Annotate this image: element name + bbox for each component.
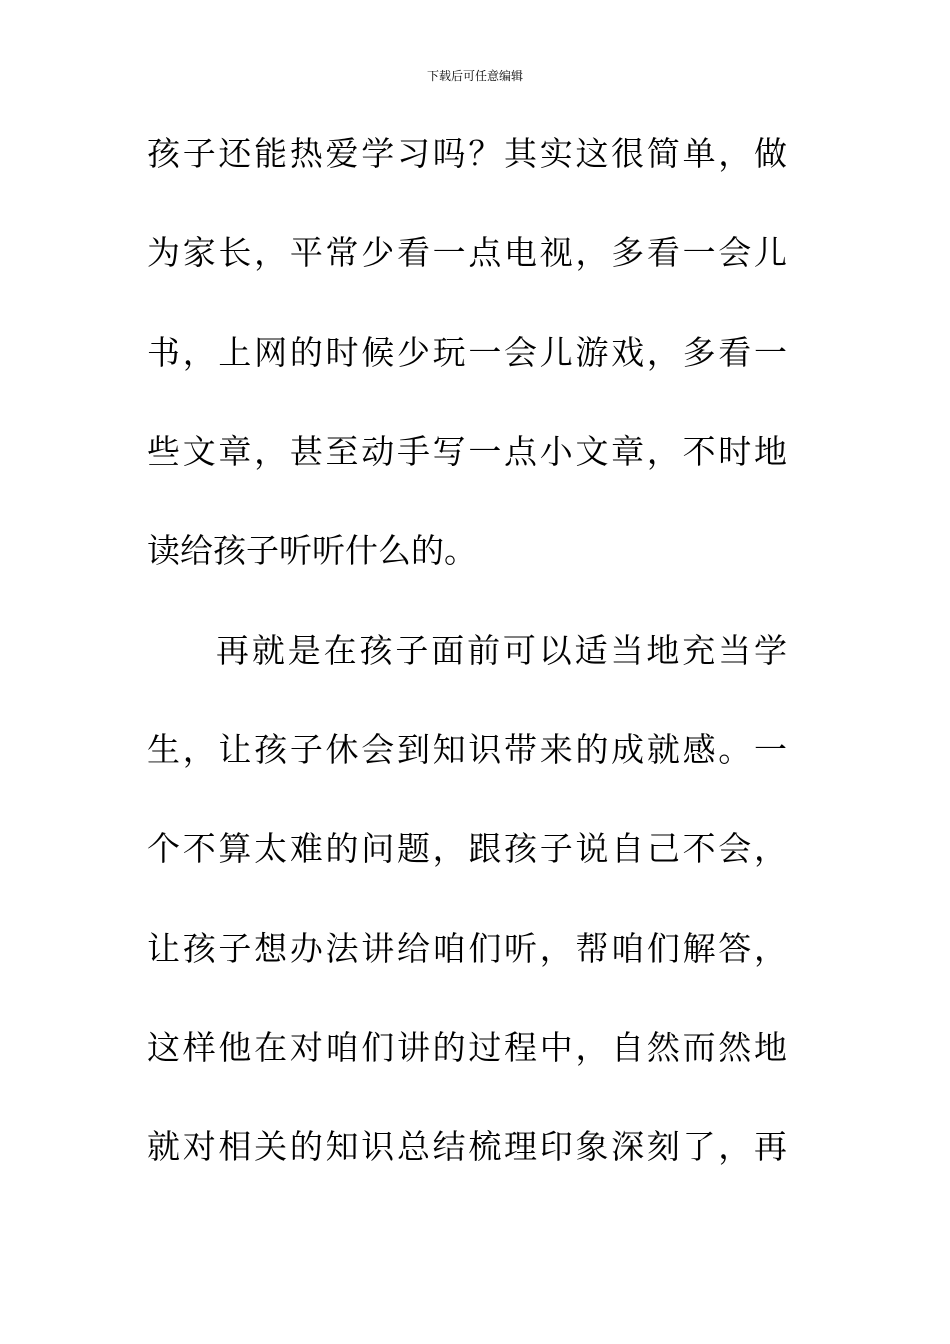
- body-line-6: 再就是在孩子面前可以适当地充当学: [216, 631, 787, 670]
- body-line-2: 为家长，平常少看一点电视，多看一会儿: [147, 233, 787, 272]
- body-line-1: 孩子还能热爱学习吗？其实这很简单，做: [147, 134, 787, 173]
- body-line-8: 个不算太难的问题，跟孩子说自己不会，: [147, 829, 787, 868]
- body-line-9: 让孩子想办法讲给咱们听，帮咱们解答，: [147, 929, 787, 968]
- page-header: 下载后可任意编辑: [426, 69, 523, 83]
- body-line-7: 生，让孩子休会到知识带来的成就感。一: [147, 730, 787, 769]
- body-line-10: 这样他在对咱们讲的过程中，自然而然地: [147, 1028, 787, 1067]
- body-line-4: 些文章，甚至动手写一点小文章，不时地: [147, 432, 787, 471]
- body-line-3: 书，上网的时候少玩一会儿游戏，多看一: [147, 333, 787, 372]
- body-line-5: 读给孩子听听什么的。: [147, 531, 477, 570]
- body-line-11: 就对相关的知识总结梳理印象深刻了，再: [147, 1127, 787, 1166]
